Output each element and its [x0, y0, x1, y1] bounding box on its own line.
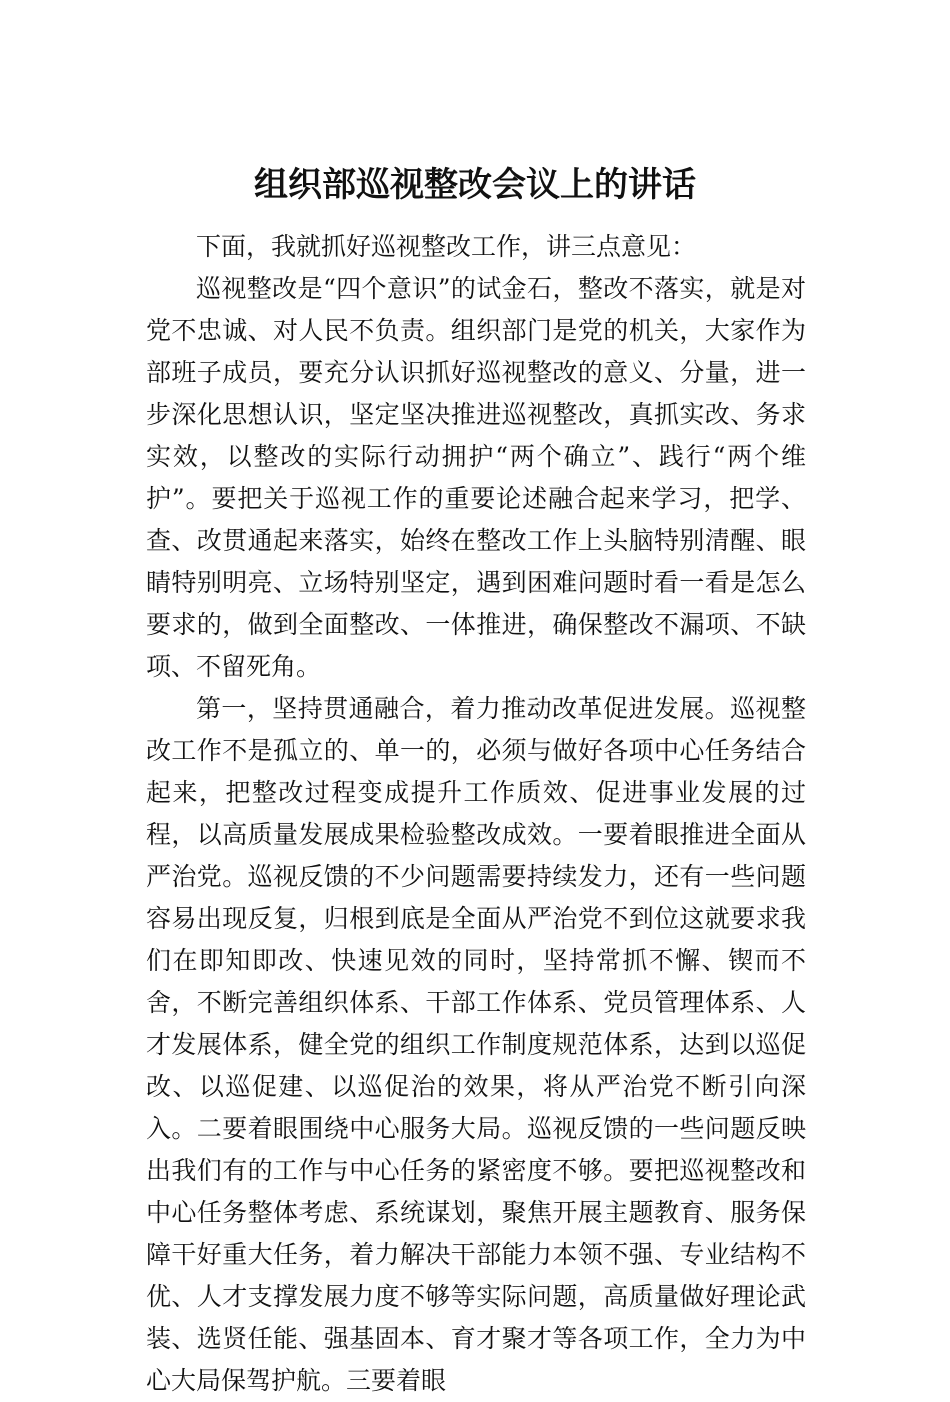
paragraph-intro: 下面，我就抓好巡视整改工作，讲三点意见：: [196, 232, 697, 261]
document-body: [146, 226, 806, 1402]
document-title: 组织部巡视整改会议上的讲话: [254, 165, 696, 205]
paragraph-first-point: 第一，坚持贯通融合，着力推动改革促进发展。巡视整改工作不是孤立的、单一的，必须与做好各项中心任务结合起来，把整改过程变成提升工作质效、促进事业发展的过程，以高质量发展成果检验整改成效。一要着眼推进全面从严治党。巡视反馈的不少问题需要持续发力，还有一些问题容易出现反复，归根到底是全面从严治党不到位这就要求我们在即知即改、快速见效的同时，坚持常抓不懈、锲而不舍，不断完善组织体系、干部工作体系、党员管理体系、人才发展体系，健全党的组织工作制度规范体系，达到以巡促改、以巡促建、以巡促治的效果，将从严治党不断引向深入。二要着眼围绕中心服务大局。巡视反馈的一些问题反映出我们有的工作与中心任务的紧密度不够。要把巡视整改和中心任务整体考虑、系统谋划，聚焦开展主题教育、服务保障干好重大任务，着力解决干部能力本领不强、专业结构不优、人才支撑发展力度不够等实际问题，高质量做好理论武装、选贤任能、强基固本、育才聚才等各项工作，全力为中心大局保驾护航。三要着眼: [146, 694, 806, 1395]
paragraph-overview: 巡视整改是“四个意识”的试金石，整改不落实，就是对党不忠诚、对人民不负责。组织部门是党的机关，大家作为部班子成员，要充分认识抓好巡视整改的意义、分量，进一步深化思想认识，坚定坚决推进巡视整改，真抓实改、务求实效，以整改的实际行动拥护“两个确立”、践行“两个维护”。要把关于巡视工作的重要论述融合起来学习，把学、查、改贯通起来落实，始终在整改工作上头脑特别清醒、眼睛特别明亮、立场特别坚定，遇到困难问题时看一看是怎么要求的，做到全面整改、一体推进，确保整改不漏项、不缺项、不留死角。: [146, 274, 806, 681]
